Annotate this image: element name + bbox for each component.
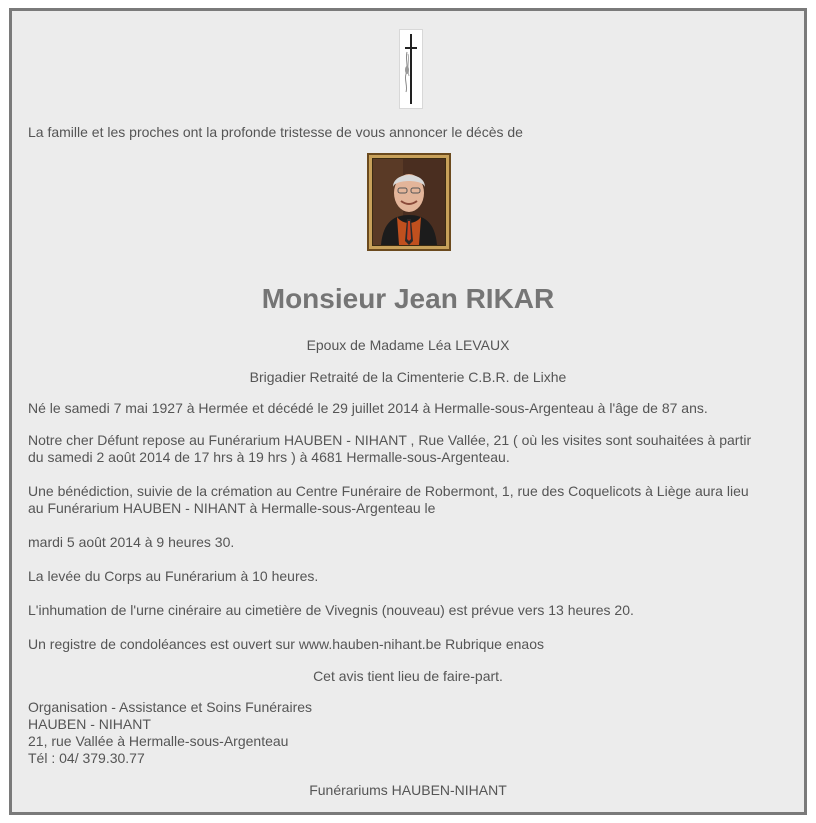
obituary-notice bbox=[9, 8, 807, 815]
organisation-phone: Tél : 04/ 379.30.77 bbox=[28, 750, 145, 766]
blessing-text-line1: Une bénédiction, suivie de la crémation au Centre Funéraire de Robermont, 1, rue des Coquelicots à Liège aura lieu bbox=[28, 483, 749, 499]
organisation-line1: Organisation - Assistance et Soins Funéraires bbox=[28, 699, 313, 715]
inhumation-text: L'inhumation de l'urne cinéraire au cimetière de Vivegnis (nouveau) est prévue vers 13 heures 20. bbox=[28, 602, 634, 618]
rest-text-line2: du samedi 2 août 2014 de 17 hrs à 19 hrs ) à 4681 Hermalle-sous-Argenteau. bbox=[28, 449, 510, 465]
rest-text-line1: Notre cher Défunt repose au Funérarium HAUBEN - NIHANT , Rue Vallée, 21 ( où les visites sont souhaitées à partir bbox=[28, 432, 752, 448]
ceremony-date-text: mardi 5 août 2014 à 9 heures 30. bbox=[28, 534, 235, 550]
blessing-text-line2: au Funérarium HAUBEN - NIHANT à Hermalle-sous-Argenteau le bbox=[28, 500, 436, 516]
registry-text: Un registre de condoléances est ouvert sur www.hauben-nihant.be Rubrique enaos bbox=[28, 636, 544, 652]
faire-part-text: Cet avis tient lieu de faire-part. bbox=[313, 668, 503, 684]
profession-text: Brigadier Retraité de la Cimenterie C.B.R. de Lixhe bbox=[249, 369, 567, 385]
cross-icon bbox=[399, 29, 423, 109]
levee-text: La levée du Corps au Funérarium à 10 heures. bbox=[28, 568, 319, 584]
spouse-text: Epoux de Madame Léa LEVAUX bbox=[306, 337, 510, 353]
intro-text: La famille et les proches ont la profonde tristesse de vous annoncer le décès de bbox=[28, 124, 523, 140]
footer-text: Funérariums HAUBEN-NIHANT bbox=[309, 782, 507, 798]
organisation-address: 21, rue Vallée à Hermalle-sous-Argenteau bbox=[28, 733, 289, 749]
portrait-photo bbox=[367, 153, 451, 251]
deceased-name: Monsieur Jean RIKAR bbox=[261, 283, 555, 314]
organisation-line2: HAUBEN - NIHANT bbox=[28, 716, 151, 732]
birth-death-text: Né le samedi 7 mai 1927 à Hermée et décédé le 29 juillet 2014 à Hermalle-sous-Argenteau à l'âge de 87 ans. bbox=[28, 400, 708, 416]
